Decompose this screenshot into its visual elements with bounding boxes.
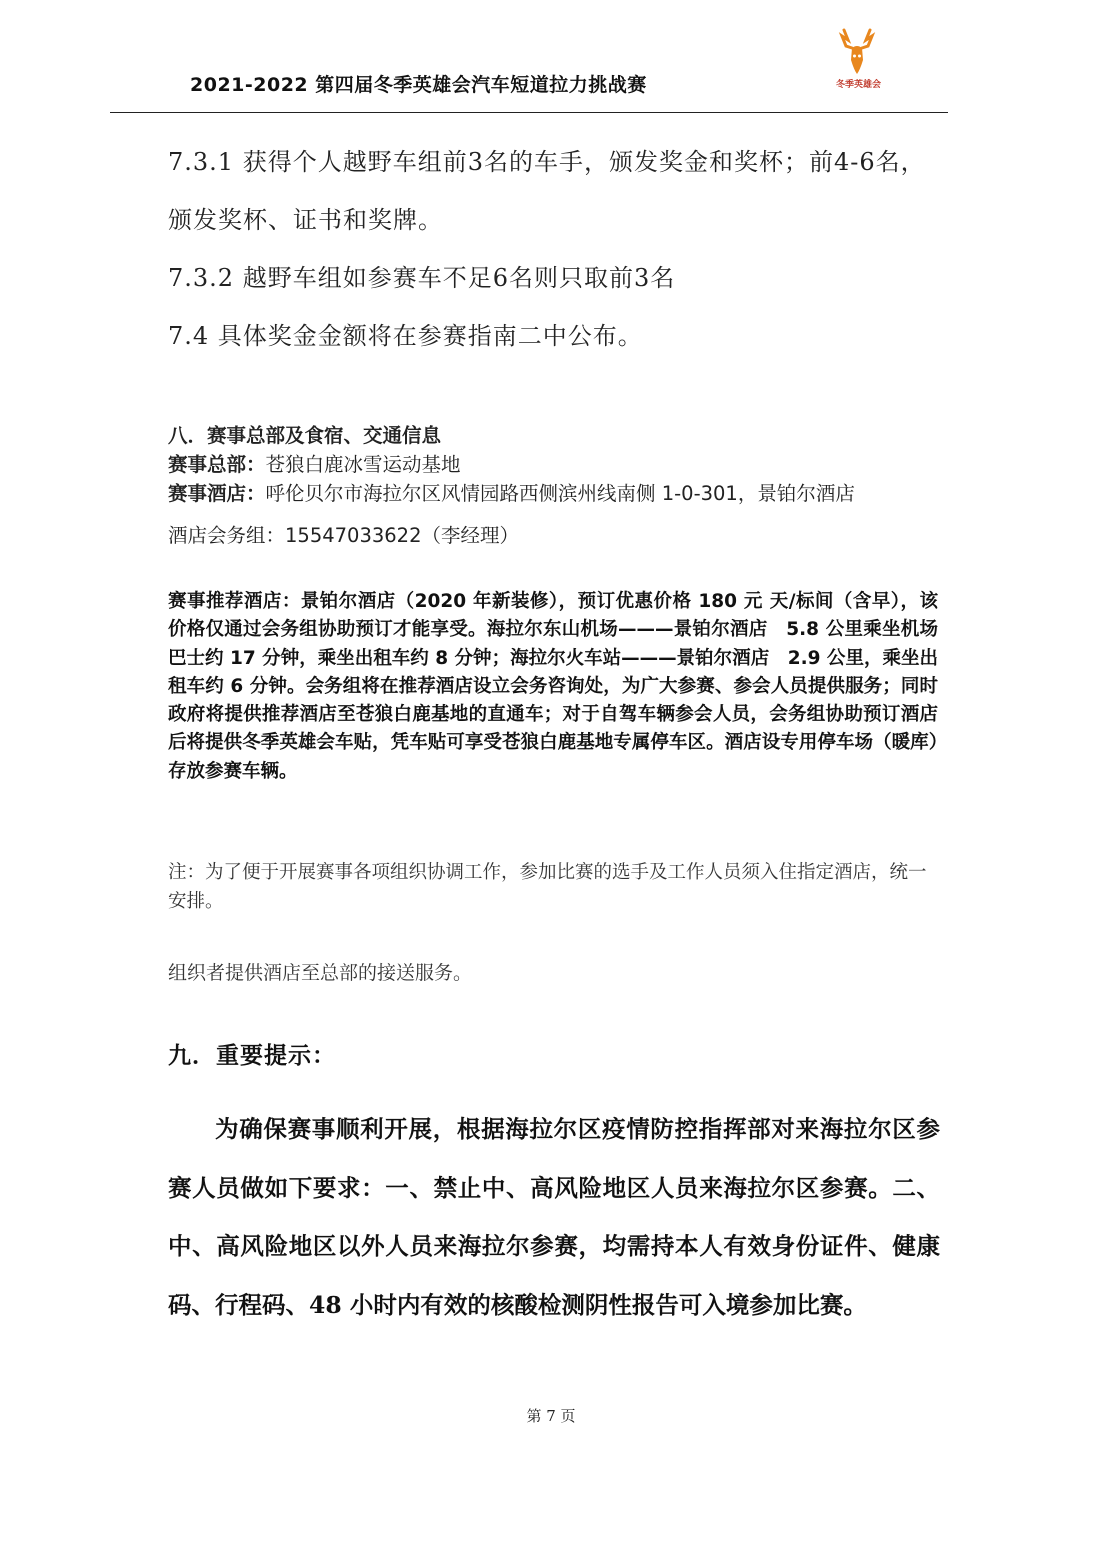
section8-title: 八．赛事总部及食宿、交通信息 (168, 424, 442, 447)
hotel-value: 呼伦贝尔市海拉尔区风情园路西侧滨州线南侧 1-0-301，景铂尔酒店 (265, 482, 855, 505)
hotel-label: 赛事酒店： (168, 482, 266, 505)
accommodation-note: 注：为了便于开展赛事各项组织协调工作，参加比赛的选手及工作人员须入住指定酒店，统一安排。 (168, 862, 927, 912)
hq-value: 苍狼白鹿冰雪运动基地 (265, 453, 461, 476)
hq-label: 赛事总部： (168, 453, 266, 476)
section9-title: 九．重要提示： (168, 1042, 336, 1069)
hotel-line (168, 478, 855, 506)
header-title: 2021-2022 第四届冬季英雄会汽车短道拉力挑战赛 (190, 74, 647, 96)
shuttle-service: 组织者提供酒店至总部的接送服务。 (168, 962, 473, 984)
rule-7-3-1-line1: 7.3.1 获得个人越野车组前3名的车手，颁发奖金和奖杯；前4-6名， (168, 148, 926, 176)
page-number: 第 7 页 (526, 1407, 576, 1425)
header-divider (110, 112, 948, 113)
hq-line (168, 449, 461, 477)
important-tips-paragraph: 为确保赛事顺利开展，根据海拉尔区疫情防控指挥部对来海拉尔区参赛人员做如下要求：一、禁止中、高风险地区人员来海拉尔区参赛。二、中、高风险地区以外人员来海拉尔参赛，均需持本人有效身份证件、健康码、行程码、48 小时内有效的核酸检测阴性报告可入境参加比赛。 (168, 1115, 940, 1319)
hotel-contact: 酒店会务组：15547033622（李经理） (168, 524, 519, 547)
rule-7-3-1-line2: 颁发奖杯、证书和奖牌。 (168, 206, 443, 234)
logo-caption: 冬季英雄会 (836, 80, 882, 90)
recommended-hotel-paragraph: 赛事推荐酒店：景铂尔酒店（2020 年新装修），预订优惠价格 180 元 天/标间（含早），该价格仅通过会务组协助预订才能享受。海拉尔东山机场———景铂尔酒店 5.8 公里乘坐机场巴士约 17 分钟，乘坐出租车约 8 分钟；海拉尔火车站———景铂尔酒店 2.9 公里，乘坐出租车约 6 分钟。会务组将在推荐酒店设立会务咨询处，为广大参赛、参会人员提供服务；同时政府将提供推荐酒店至苍狼白鹿基地的直通车；对于自驾车辆参会人员，会务组协助预订酒店后将提供冬季英雄会车贴，凭车贴可享受苍狼白鹿基地专属停车区。酒店设专用停车场（暖库）存放参赛车辆。 (168, 591, 938, 782)
rule-7-3-2: 7.3.2 越野车组如参赛车不足6名则只取前3名 (168, 264, 676, 292)
rule-7-4: 7.4 具体奖金金额将在参赛指南二中公布。 (168, 322, 643, 350)
